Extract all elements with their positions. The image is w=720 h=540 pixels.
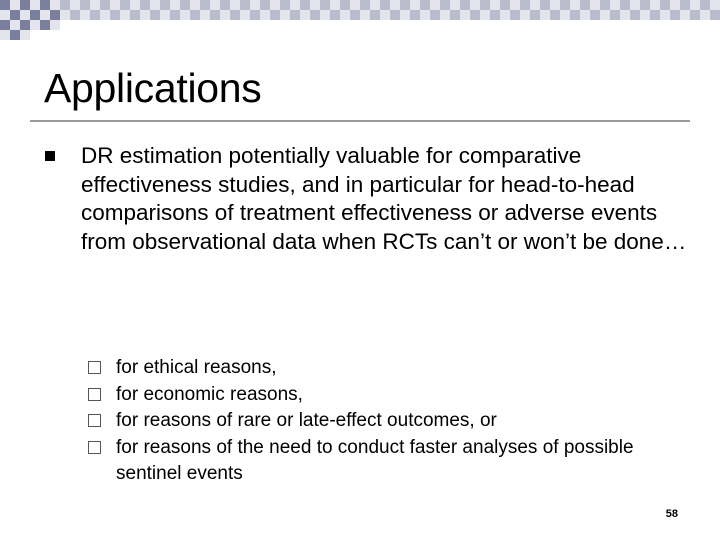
checker-cell [90, 0, 100, 10]
checker-cell [170, 10, 180, 20]
checker-cell [590, 10, 600, 20]
checker-cell [640, 0, 650, 10]
checker-cell [280, 0, 290, 10]
checker-cell [0, 20, 10, 30]
checker-cell [220, 10, 230, 20]
checker-cell [110, 10, 120, 20]
checker-cell [460, 0, 470, 10]
checker-cell [360, 10, 370, 20]
checker-cell [250, 0, 260, 10]
checker-cell [40, 0, 50, 10]
checker-cell [40, 10, 50, 20]
checker-cell [160, 0, 170, 10]
checker-cell [130, 10, 140, 20]
checker-cell [190, 10, 200, 20]
checker-cell [700, 0, 710, 10]
main-bullet-text: DR estimation potentially valuable for comparative effectiveness studies, and in particular for head-to-head comparisons of treatment effectiveness or adverse events from observational data when RCTs can’t or won’t be done… [81, 143, 687, 254]
checker-cell [150, 10, 160, 20]
checker-cell [490, 0, 500, 10]
checker-cell [490, 10, 500, 20]
checker-cell [680, 0, 690, 10]
checker-cell [640, 10, 650, 20]
checker-cell [70, 10, 80, 20]
checker-cell [510, 0, 520, 10]
checker-cell [550, 10, 560, 20]
checker-cell [10, 0, 20, 10]
checker-cell [580, 0, 590, 10]
checker-cell [80, 0, 90, 10]
checker-cell [320, 0, 330, 10]
checker-cell [30, 10, 40, 20]
checker-cell [370, 10, 380, 20]
checker-cell [380, 0, 390, 10]
checker-cell [510, 10, 520, 20]
checker-cell [650, 0, 660, 10]
checker-cell [670, 10, 680, 20]
checker-cell [560, 10, 570, 20]
checker-cell [20, 0, 30, 10]
decorative-checker-band [0, 0, 720, 40]
checker-cell [300, 10, 310, 20]
checker-cell [570, 10, 580, 20]
sub-bullet-list [88, 355, 688, 488]
checker-cell [140, 0, 150, 10]
checker-cell [120, 10, 130, 20]
sub-bullet-text: for reasons of rare or late-effect outcomes, or [116, 410, 497, 431]
filled-square-icon [45, 151, 55, 161]
checker-cell [660, 10, 670, 20]
checker-cell [260, 10, 270, 20]
checker-cell [340, 0, 350, 10]
checker-cell [420, 10, 430, 20]
checker-cell [500, 10, 510, 20]
checker-cell [0, 0, 10, 10]
checker-cell [10, 30, 20, 40]
checker-cell [50, 0, 60, 10]
checker-cell [190, 0, 200, 10]
checker-cell [170, 0, 180, 10]
checker-cell [710, 10, 720, 20]
checker-cell [580, 10, 590, 20]
checker-cell [430, 10, 440, 20]
checker-cell [250, 10, 260, 20]
checker-cell [450, 0, 460, 10]
checker-cell [600, 0, 610, 10]
checker-cell [300, 0, 310, 10]
checker-cell [210, 10, 220, 20]
checker-cell [150, 0, 160, 10]
checker-cell [470, 10, 480, 20]
empty-checkbox-icon [88, 388, 101, 401]
checker-cell [200, 0, 210, 10]
title-divider [30, 120, 690, 122]
checker-cell [630, 0, 640, 10]
sub-bullet-item [88, 408, 688, 435]
checker-cell [540, 0, 550, 10]
checker-cell [630, 10, 640, 20]
checker-cell [310, 10, 320, 20]
checker-cell [290, 10, 300, 20]
checker-cell [530, 10, 540, 20]
checker-cell [270, 10, 280, 20]
checker-cell [520, 0, 530, 10]
checker-cell [350, 10, 360, 20]
checker-cell [670, 0, 680, 10]
checker-cell [10, 20, 20, 30]
checker-cell [50, 20, 60, 30]
checker-cell [380, 10, 390, 20]
checker-cell [180, 10, 190, 20]
checker-cell [690, 10, 700, 20]
checker-cell [160, 10, 170, 20]
checker-cell [540, 10, 550, 20]
checker-cell [240, 0, 250, 10]
checker-cell [10, 10, 20, 20]
checker-cell [20, 20, 30, 30]
page-number: 58 [665, 508, 678, 520]
checker-cell [700, 10, 710, 20]
checker-cell [230, 0, 240, 10]
checker-cell [480, 0, 490, 10]
checker-cell [30, 0, 40, 10]
checker-pattern [0, 0, 720, 40]
checker-cell [310, 0, 320, 10]
checker-cell [140, 10, 150, 20]
checker-cell [20, 10, 30, 20]
checker-cell [350, 0, 360, 10]
checker-cell [660, 0, 670, 10]
checker-cell [80, 10, 90, 20]
checker-cell [220, 0, 230, 10]
checker-cell [0, 10, 10, 20]
checker-cell [70, 0, 80, 10]
checker-cell [460, 10, 470, 20]
checker-cell [610, 10, 620, 20]
sub-bullet-text: for ethical reasons, [116, 357, 277, 378]
checker-cell [100, 10, 110, 20]
checker-cell [390, 0, 400, 10]
checker-cell [120, 0, 130, 10]
checker-cell [180, 0, 190, 10]
checker-cell [590, 0, 600, 10]
sub-bullet-item [88, 435, 688, 488]
checker-cell [520, 10, 530, 20]
checker-cell [20, 30, 30, 40]
checker-cell [690, 0, 700, 10]
checker-cell [400, 0, 410, 10]
checker-cell [570, 0, 580, 10]
checker-cell [620, 10, 630, 20]
checker-cell [210, 0, 220, 10]
checker-cell [370, 0, 380, 10]
checker-cell [50, 10, 60, 20]
checker-cell [360, 0, 370, 10]
checker-cell [650, 10, 660, 20]
checker-cell [270, 0, 280, 10]
checker-cell [60, 0, 70, 10]
checker-cell [200, 10, 210, 20]
checker-cell [410, 0, 420, 10]
sub-bullet-item [88, 355, 688, 382]
checker-cell [680, 10, 690, 20]
empty-checkbox-icon [88, 414, 101, 427]
checker-cell [550, 0, 560, 10]
checker-cell [710, 0, 720, 10]
checker-cell [240, 10, 250, 20]
checker-cell [440, 0, 450, 10]
checker-cell [0, 30, 10, 40]
checker-cell [440, 10, 450, 20]
checker-cell [130, 0, 140, 10]
checker-cell [60, 10, 70, 20]
checker-cell [400, 10, 410, 20]
checker-cell [600, 10, 610, 20]
checker-cell [410, 10, 420, 20]
checker-cell [530, 0, 540, 10]
checker-cell [560, 0, 570, 10]
checker-cell [620, 0, 630, 10]
checker-cell [320, 10, 330, 20]
checker-cell [40, 20, 50, 30]
checker-cell [340, 10, 350, 20]
checker-cell [330, 0, 340, 10]
sub-bullet-text: for economic reasons, [116, 383, 303, 405]
checker-cell [260, 0, 270, 10]
checker-cell [110, 0, 120, 10]
checker-cell [420, 0, 430, 10]
empty-checkbox-icon [88, 441, 101, 454]
checker-cell [450, 10, 460, 20]
checker-cell [610, 0, 620, 10]
checker-cell [230, 10, 240, 20]
checker-cell [470, 0, 480, 10]
sub-bullet-text: for reasons of the need to conduct faster analyses of possible sentinel events [116, 436, 634, 484]
checker-cell [480, 10, 490, 20]
slide-title: Applications [44, 65, 262, 111]
empty-checkbox-icon [88, 361, 101, 374]
checker-cell [280, 10, 290, 20]
checker-cell [290, 0, 300, 10]
checker-cell [330, 10, 340, 20]
checker-cell [30, 20, 40, 30]
checker-cell [430, 0, 440, 10]
sub-bullet-item [88, 382, 688, 409]
checker-cell [500, 0, 510, 10]
checker-cell [390, 10, 400, 20]
checker-cell [90, 10, 100, 20]
checker-cell [100, 0, 110, 10]
